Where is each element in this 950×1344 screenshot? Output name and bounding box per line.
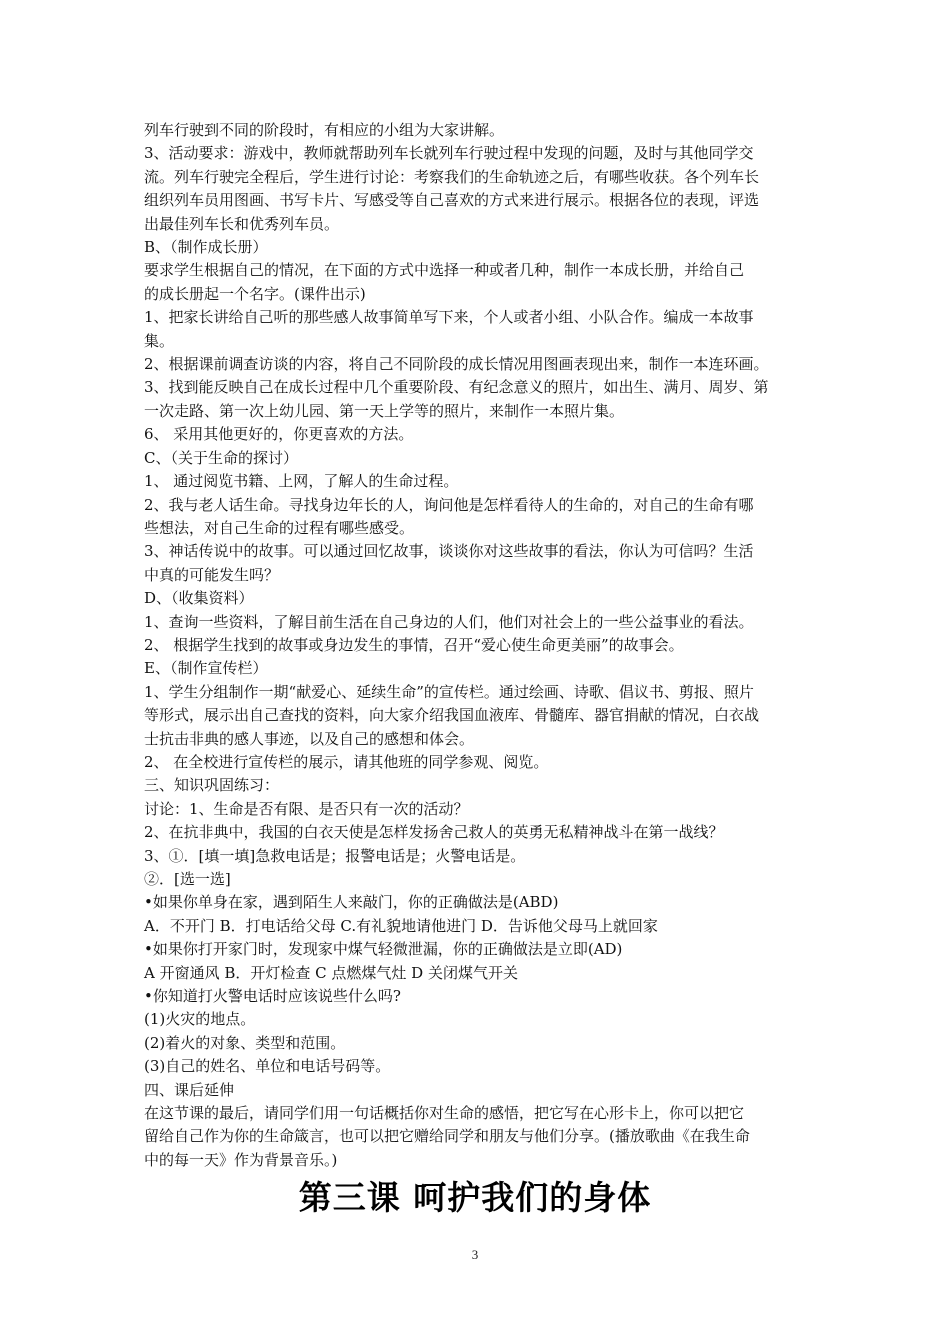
- text-line: ②．[选一选]: [144, 870, 231, 888]
- text-line: 出最佳列车长和优秀列车员。: [144, 214, 340, 233]
- text-line: 1、把家长讲给自己听的那些感人故事简单写下来，个人或者小组、小队合作。编成一本故事: [144, 308, 754, 327]
- text-line: (1)火灾的地点。: [144, 1010, 256, 1029]
- text-line: •如果你单身在家，遇到陌生人来敲门，你的正确做法是(ABD): [144, 893, 559, 912]
- text-line: 3、活动要求：游戏中，教师就帮助列车长就列车行驶过程中发现的问题，及时与其他同学交: [144, 144, 754, 163]
- text-line: A 开窗通风 B．开灯检查 C 点燃煤气灶 D 关闭煤气开关: [144, 963, 518, 982]
- text-line: 一次走路、第一次上幼儿园、第一天上学等的照片，来制作一本照片集。: [144, 401, 625, 420]
- text-line: (3)自己的姓名、单位和电话号码等。: [144, 1057, 391, 1076]
- text-line: 3、找到能反映自己在成长过程中几个重要阶段、有纪念意义的照片，如出生、满月、周岁、第: [144, 378, 769, 397]
- text-line: 的成长册起一个名字。(课件出示): [144, 284, 366, 303]
- text-line: 2、我与老人话生命。寻找身边年长的人，询问他是怎样看待人的生命的，对自己的生命有哪: [144, 495, 754, 514]
- text-line: B、（制作成长册）: [144, 238, 268, 257]
- text-line: 要求学生根据自己的情况，在下面的方式中选择一种或者几种，制作一本成长册，并给自己: [144, 261, 745, 280]
- text-line: 列车行驶到不同的阶段时，有相应的小组为大家讲解。: [144, 121, 505, 139]
- text-line: 1、学生分组制作一期“献爱心、延续生命”的宣传栏。通过绘画、诗歌、倡议书、剪报、照片: [144, 682, 754, 701]
- text-line: 6、 采用其他更好的，你更喜欢的方法。: [144, 425, 414, 444]
- text-line: 中的每一天》作为背景音乐。): [144, 1150, 338, 1169]
- text-line: 讨论：1、生命是否有限、是否只有一次的活动？: [144, 799, 469, 818]
- text-line: 2、根据课前调查访谈的内容，将自己不同阶段的成长情况用图画表现出来，制作一本连环画。: [144, 355, 769, 374]
- text-line: 2、 在全校进行宣传栏的展示，请其他班的同学参观、阅览。: [144, 752, 549, 771]
- text-line: 留给自己作为你的生命箴言，也可以把它赠给同学和朋友与他们分享。(播放歌曲《在我生命: [144, 1127, 750, 1146]
- text-line: D、（收集资料）: [144, 589, 254, 608]
- text-line: 些想法，对自己生命的过程有哪些感受。: [144, 518, 415, 537]
- text-line: •你知道打火警电话时应该说些什么吗?: [144, 987, 401, 1006]
- text-line: 三、知识巩固练习：: [144, 776, 280, 795]
- text-line: 2、 根据学生找到的故事或身边发生的事情，召开“爱心使生命更美丽”的故事会。: [144, 635, 684, 654]
- text-line: •如果你打开家门时，发现家中煤气轻微泄漏，你的正确做法是立即(AD): [144, 940, 623, 959]
- text-line: 流。列车行驶完全程后，学生进行讨论：考察我们的生命轨迹之后，有哪些收获。各个列车长: [144, 167, 760, 186]
- text-line: 1、查询一些资料，了解目前生活在自己身边的人们，他们对社会上的一些公益事业的看法。: [144, 612, 754, 631]
- text-line: 中真的可能发生吗？: [144, 565, 280, 584]
- text-line: A．不开门 B．打电话给父母 C.有礼貌地请他进门 D．告诉他父母马上就回家: [144, 916, 658, 935]
- text-line: 四、课后延伸: [144, 1080, 235, 1099]
- text-line: E、（制作宣传栏）: [144, 659, 268, 678]
- text-line: 集。: [144, 331, 175, 350]
- text-line: 3、①．[填一填]急救电话是；报警电话是；火警电话是。: [144, 846, 526, 865]
- text-line: C、（关于生命的探讨）: [144, 448, 298, 467]
- body-text: [144, 119, 808, 1172]
- text-line: 士抗击非典的感人事迹，以及自己的感想和体会。: [144, 729, 475, 748]
- text-line: (2)着火的对象、类型和范围。: [144, 1033, 346, 1052]
- text-line: 3、神话传说中的故事。可以通过回忆故事，谈谈你对这些故事的看法，你认为可信吗？生活: [144, 542, 754, 561]
- lesson-heading: 第三课 呵护我们的身体: [298, 1178, 652, 1217]
- page-number: 3: [471, 1247, 479, 1262]
- text-line: 在这节课的最后，请同学们用一句话概括你对生命的感悟，把它写在心形卡上，你可以把它: [144, 1104, 745, 1123]
- text-line: 组织列车员用图画、书写卡片、写感受等自己喜欢的方式来进行展示。根据各位的表现，评选: [144, 191, 760, 210]
- text-line: 等形式，展示出自己查找的资料，向大家介绍我国血液库、骨髓库、器官捐献的情况，白衣战: [144, 706, 760, 725]
- text-line: 1、 通过阅览书籍、上网，了解人的生命过程。: [144, 472, 459, 491]
- text-line: 2、在抗非典中，我国的白衣天使是怎样发扬舍己救人的英勇无私精神战斗在第一战线？: [144, 823, 724, 842]
